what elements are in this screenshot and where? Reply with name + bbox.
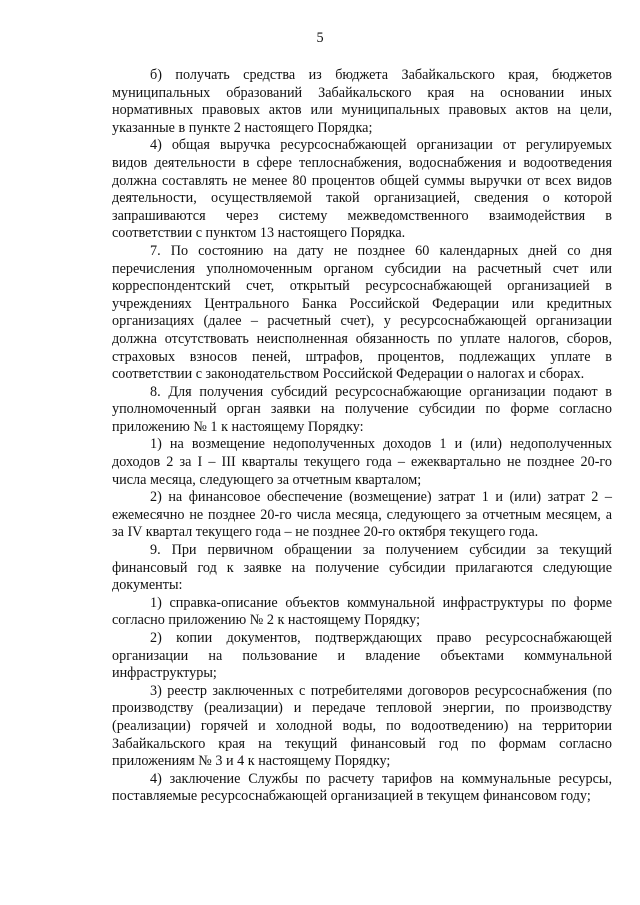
paragraph-7: 7. По состоянию на дату не позднее 60 календарных дней со дня перечисления уполномоченным органом субсидии на расчетный счет или корреспондентский счет, открытый ресурсоснабжающей организацией в учреждениях Центрального Банка Российской Федерации или кредитных организациях (далее – расчетный счет), у ресурсоснабжающей организации должна отсутствовать неисполненная обязанность по уплате налогов, сборов, страховых взносов пеней, штрафов, процентов, подлежащих уплате в соответствии с законодательством Российской Федерации о налогах и сборах.	[112, 242, 612, 383]
paragraph-9: 9. При первичном обращении за получением субсидии за текущий финансовый год к заявке на получение субсидии прилагаются следующие документы:	[112, 542, 612, 594]
paragraph-9-3: 3) реестр заключенных с потребителями договоров ресурсоснабжения (по производству (реализации) и передаче тепловой энергии, по производству (реализации) горячей и холодной воды, по водоотведению) на территории Забайкальского края на текущий финансовый год по формам согласно приложениям № 3 и 4 к настоящему Порядку;	[112, 682, 612, 770]
page-number: 5	[316, 30, 324, 46]
paragraph-9-1: 1) справка-описание объектов коммунальной инфраструктуры по форме согласно приложению № 2 к настоящему Порядку;	[112, 594, 612, 629]
paragraph-6b: б) получать средства из бюджета Забайкальского края, бюджетов муниципальных образований Забайкальского края на основании иных нормативных правовых актов или муниципальных правовых актов на цели, указанные в пункте 2 настоящего Порядка;	[112, 67, 612, 136]
document-body	[112, 67, 612, 806]
paragraph-9-2: 2) копии документов, подтверждающих право ресурсоснабжающей организации на пользование и владение объектами коммунальной инфраструктуры;	[112, 630, 612, 682]
paragraph-6-4: 4) общая выручка ресурсоснабжающей организации от регулируемых видов деятельности в сфере теплоснабжения, водоснабжения и водоотведения должна составлять не менее 80 процентов общей суммы выручки от всех видов деятельности, осуществляемой такой организацией, сведения о которой запрашиваются через систему межведомственного взаимодействия в соответствии с пунктом 13 настоящего Порядка.	[112, 137, 612, 242]
paragraph-8-2: 2) на финансовое обеспечение (возмещение) затрат 1 и (или) затрат 2 – ежемесячно не позднее 20-го числа месяца, следующего за отчетным месяцем, а за IV квартал текущего года – не позднее 20-го октября текущего года.	[112, 489, 612, 541]
paragraph-9-4: 4) заключение Службы по расчету тарифов на коммунальные ресурсы, поставляемые ресурсоснабжающей организацией в текущем финансовом году;	[112, 770, 612, 805]
paragraph-8: 8. Для получения субсидий ресурсоснабжающие организации подают в уполномоченный орган заявки на получение субсидии по форме согласно приложению № 1 к настоящему Порядку:	[112, 383, 612, 435]
paragraph-8-1: 1) на возмещение недополученных доходов 1 и (или) недополученных доходов 2 за I – III кварталы текущего года – ежеквартально не позднее 20-го числа месяца, следующего за отчетным кварталом;	[112, 436, 612, 488]
